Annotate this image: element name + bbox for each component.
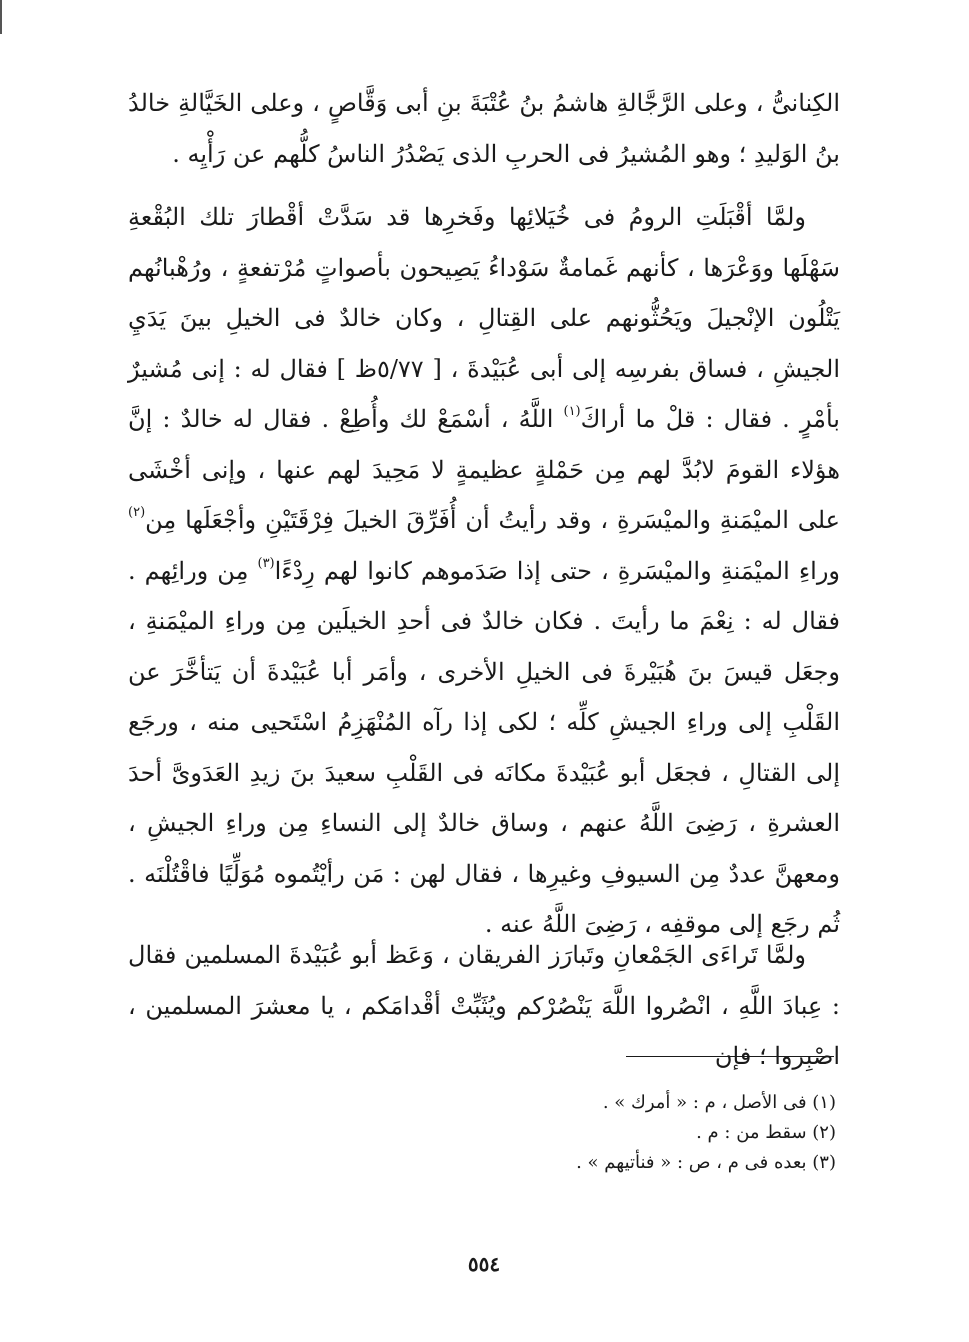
paragraph-3: ولمَّا تَراءَى الجَمْعانِ وتَبارَز الفريقان ، وَعَظ أبو عُبَيْدةَ المسلمين فقال : عِبادَ اللَّهِ ، انْصُروا اللَّهَ يَنْصُرْكم ويُثَبِّتْ أقْدامَكم ، يا معشرَ المسلمين ، اصْبِروا ؛ فإن [128,941,840,1070]
paragraph-2-segment-1: ولمَّا أقْبَلَتِ الرومُ فى خُيَلائِها وفَخرِها قد سَدَّتْ أقْطارَ تلك البُقْعةِ سَهْلَها ووَعْرَها ، كأنهم غَمامةٌ سَوْداءُ يَصِيحون بأصواتٍ مُرْتفعةٍ ، ورُهْبانُهم يَتْلُون الإنْجيلَ ويَحُثُّونهم على القِتالِ ، وكان خالدٌ فى الخيلِ بينَ يَدَيِ الجيشِ ، فساق بفرسِه إلى أبى عُبَيْدةَ ، [ ٥/٧٧ظ ] فقال له : إنى مُشيرٌ بأمْرٍ . فقال : قلْ ما أراكَ [128,203,841,433]
footnote-ref-3[interactable]: (٣) [257,555,275,571]
footnote-3: (٣) بعده فى م ، ص : « فنأتيهم » . [576,1152,836,1173]
footnote-ref-1[interactable]: (١) [563,404,581,419]
footnotes-section [300,1088,836,1178]
page-number: ٥٥٤ [467,1252,501,1276]
paragraph-1: الكِنانىُّ ، وعلى الرَّجَّالةِ هاشمُ بنُ عُتْبَةَ بنِ أبى وَقَّاصٍ ، وعلى الخَيَّالةِ خالدُ بنُ الوَليدِ ؛ وهو المُشيرُ فى الحربِ الذى يَصْدُرُ الناسُ كلُّهم عن رَأْيِه . [128,89,840,168]
footnote-divider [626,1056,834,1057]
footnote-2: (٢) سقط من : م . [696,1122,836,1143]
scan-edge-mark [0,0,2,34]
main-text-block-2 [128,192,840,950]
paragraph-2-segment-4: مِن ورائِهم . فقال له : نِعْمَ ما رأيتَ . فكان خالدٌ فى أحدِ الخيلَين مِن وراءِ الميْمَنةِ ، وجعَل قيسَ بنَ هُبَيْرةَ فى الخيلِ الأخرى ، وأمَر أبا عُبَيْدةَ أن يَتأخَّرَ عن القَلْبِ إلى وراءِ الجيشِ كلِّه ؛ لكى إذا رآه المُنْهَزِمُ اسْتَحيى منه ، ورجَع إلى القتالِ ، فجعَل أبو عُبَيْدةَ مكانَه فى القَلْبِ سعيدَ بنَ زيدِ العَدَوىَّ أحدَ العشرةِ ، رَضِىَ اللَّهُ عنهم ، وساق خالدٌ إلى النساءِ مِن وراءِ الجيشِ ، ومعهنَّ عددٌ مِن السيوفِ وغيرِها ، فقال لهن : مَن رأيْتُموه مُوَلِّيًا فاقْتُلْنَه . ثُم رجَع إلى موقفِه ، رَضِىَ اللَّهُ عنه . [128,556,841,938]
footnote-ref-2[interactable]: (٢) [128,505,146,520]
main-text-block-3 [128,930,840,1082]
main-text-block-1 [128,78,840,179]
paragraph-2-segment-2: اللَّهُ ، أسْمَعْ لك وأُطِعْ . فقال له خالدٌ : إنَّ هؤلاء القومَ لابُدَّ لهم مِن حَمْلةٍ عظيمةٍ لا مَحِيدَ لهم عنها ، وإنى أخْشَى على الميْمَنةِ والميْسَرةِ ، وقد رأيتُ أن أُفَرِّقَ الخيلَ فِرْقَتَيْنِ وأجْعَلَها مِن [128,405,840,534]
footnote-1: (١) فى الأصل ، م : « أمرك » . [602,1092,836,1113]
paragraph-2-segment-3: وراءِ الميْمَنةِ والميْسَرةِ ، حتى إذا صَدَموهم كانوا لهم رِدْءًا [274,556,841,585]
paragraph-2 [128,192,840,950]
